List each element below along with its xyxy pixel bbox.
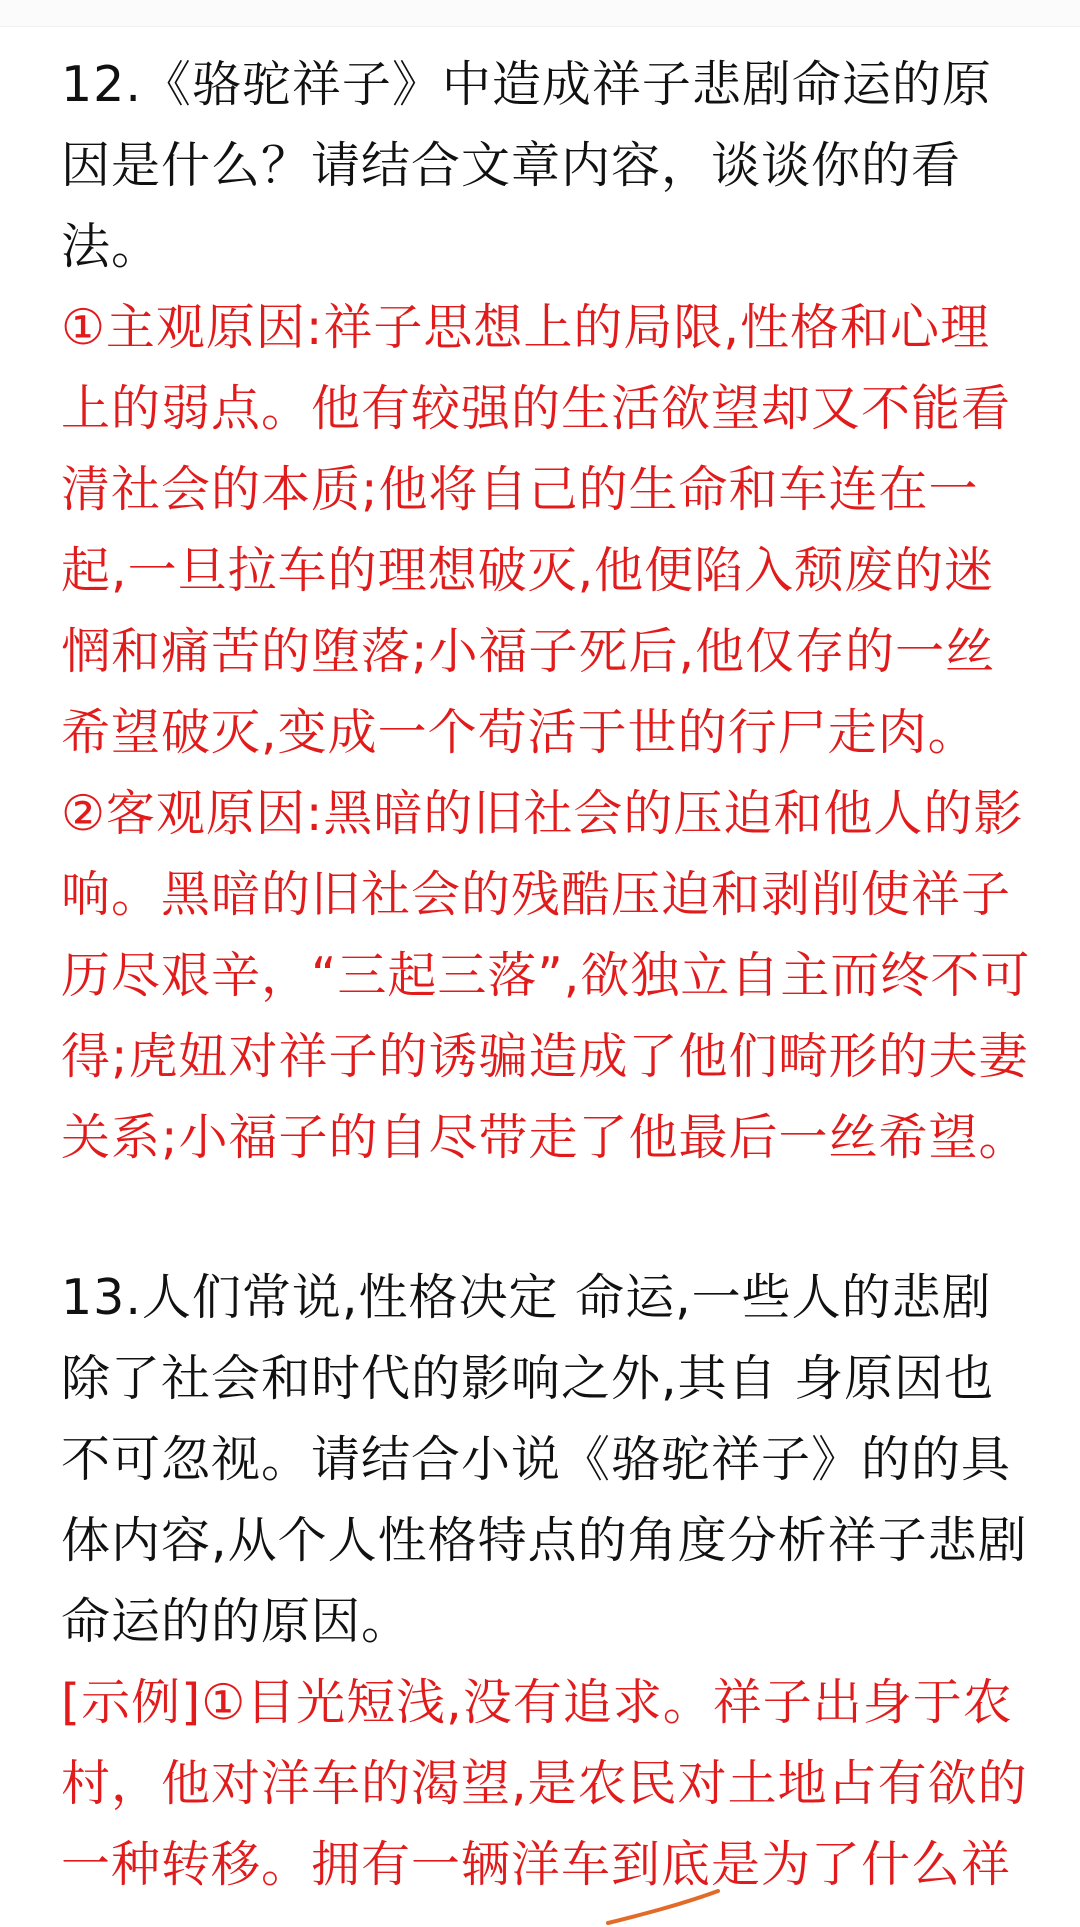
question-12: 12.《骆驼祥子》中造成祥子悲剧命运的原因是什么？请结合文章内容，谈谈你的看法。	[61, 56, 992, 275]
section-gap	[61, 1178, 1031, 1257]
answer-12-subjective: ①主观原因:祥子思想上的局限,性格和心理上的弱点。他有较强的生活欲望却又不能看清社会的本质;他将自己的生命和车连在一起,一旦拉车的理想破灭,他便陷入颓废的迷惘和痛苦的堕落;小福子死后,他仅存的一丝希望破灭,变成一个苟活于世的行尸走肉。	[61, 299, 1012, 761]
question-13: 13.人们常说,性格决定 命运,一些人的悲剧除了社会和时代的影响之外,其自 身原因也不可忽视。请结合小说《骆驼祥子》的的具体内容,从个人性格特点的角度分析祥子悲剧命运的的原因。	[61, 1269, 1028, 1650]
answer-12-objective: ②客观原因:黑暗的旧社会的压迫和他人的影响。黑暗的旧社会的残酷压迫和剥削使祥子历尽艰辛，“三起三落”,欲独立自主而终不可得;虎妞对祥子的诱骗造成了他们畸形的夫妻关系;小福子的自尽带走了他最后一丝希望。	[61, 785, 1031, 1166]
document-content	[61, 44, 1031, 1905]
answer-13-example: [示例]①目光短浅,没有追求。祥子出身于农村，他对洋车的渴望,是农民对土地占有欲的一种转移。拥有一辆洋车到底是为了什么祥	[61, 1674, 1028, 1893]
ink-stroke	[608, 1891, 718, 1923]
handwritten-ink-mark	[600, 1885, 730, 1927]
top-edge-strip	[0, 0, 1080, 27]
